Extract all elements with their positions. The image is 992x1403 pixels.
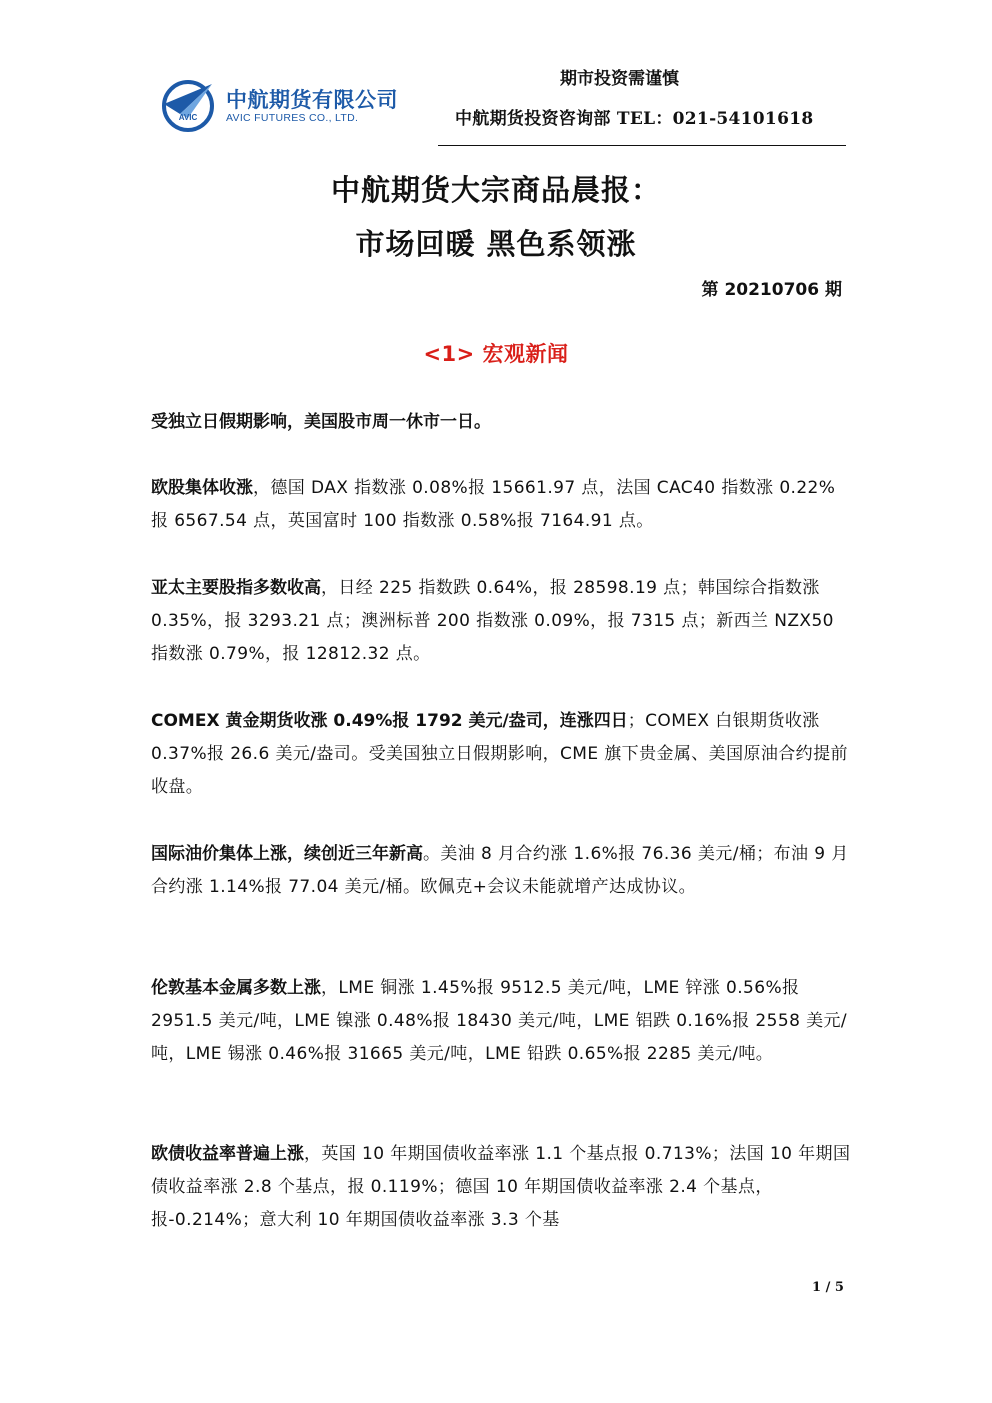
logo-badge: AVIC (178, 113, 198, 122)
company-name-cn: 中航期货有限公司 (226, 88, 398, 112)
issue-number: 第 20210706 期 (701, 280, 842, 300)
section-heading: <1> 宏观新闻 (423, 342, 569, 366)
news-paragraph (151, 406, 851, 439)
report-title-line1: 中航期货大宗商品晨报： (330, 173, 661, 207)
news-lead: 国际油价集体上涨，续创近三年新高 (151, 844, 423, 864)
news-body: ，LME 铜涨 1.45%报 9512.5 美元/吨，LME 锌涨 0.56%报 2951.5 美元/吨，LME 镍涨 0.48%报 18430 美元/吨，LME 铝跌 0.16%报 2558 美元/吨，LME 锡涨 0.46%报 31665 美元/吨，LME 铅跌 0.65%报 2285 美元/吨。 (151, 978, 848, 1064)
risk-warning: 期市投资需谨慎 (560, 69, 679, 89)
news-body: ，德国 DAX 指数涨 0.08%报 15661.97 点，法国 CAC40 指数涨 0.22%报 6567.54 点，英国富时 100 指数涨 0.58%报 7164.91 点。 (151, 478, 836, 531)
page-number: 1 / 5 (812, 1280, 844, 1295)
header-divider (438, 145, 846, 146)
news-lead: 欧股集体收涨 (151, 478, 253, 498)
report-title-line2: 市场回暖 黑色系领涨 (355, 227, 637, 261)
news-body: ，日经 225 指数跌 0.64%，报 28598.19 点；韩国综合指数涨 0.35%，报 3293.21 点；澳洲标普 200 指数涨 0.09%，报 7315 点；新西兰 NZX50 指数涨 0.79%，报 12812.32 点。 (151, 578, 834, 664)
news-paragraph (151, 838, 851, 904)
news-lead: 欧债收益率普遍上涨 (151, 1144, 304, 1164)
news-body: 。美油 8 月合约涨 1.6%报 76.36 美元/桶；布油 9 月合约涨 1.14%报 77.04 美元/桶。欧佩克+会议未能就增产达成协议。 (151, 844, 849, 897)
company-name-en: AVIC FUTURES CO., LTD. (226, 112, 359, 124)
news-paragraph (151, 572, 851, 671)
news-lead: COMEX 黄金期货收涨 0.49%报 1792 美元/盎司，连涨四日 (151, 711, 628, 731)
company-logo (158, 74, 408, 136)
avic-logo-icon (158, 74, 218, 134)
contact-info: 中航期货投资咨询部 TEL：021-54101618 (455, 109, 814, 129)
news-lead: 受独立日假期影响，美国股市周一休市一日。 (151, 412, 491, 432)
news-paragraph (151, 472, 851, 538)
news-lead: 伦敦基本金属多数上涨 (151, 978, 321, 998)
news-paragraph (151, 972, 851, 1071)
news-lead: 亚太主要股指多数收高 (151, 578, 321, 598)
news-body: ，英国 10 年期国债收益率涨 1.1 个基点报 0.713%；法国 10 年期国债收益率涨 2.8 个基点，报 0.119%；德国 10 年期国债收益率涨 2.4 个基点，报-0.214%；意大利 10 年期国债收益率涨 3.3 个基 (151, 1144, 851, 1230)
news-paragraph (151, 1138, 851, 1237)
news-paragraph (151, 705, 851, 804)
news-body: ；COMEX 白银期货收涨 0.37%报 26.6 美元/盎司。受美国独立日假期影响，CME 旗下贵金属、美国原油合约提前收盘。 (151, 711, 848, 797)
